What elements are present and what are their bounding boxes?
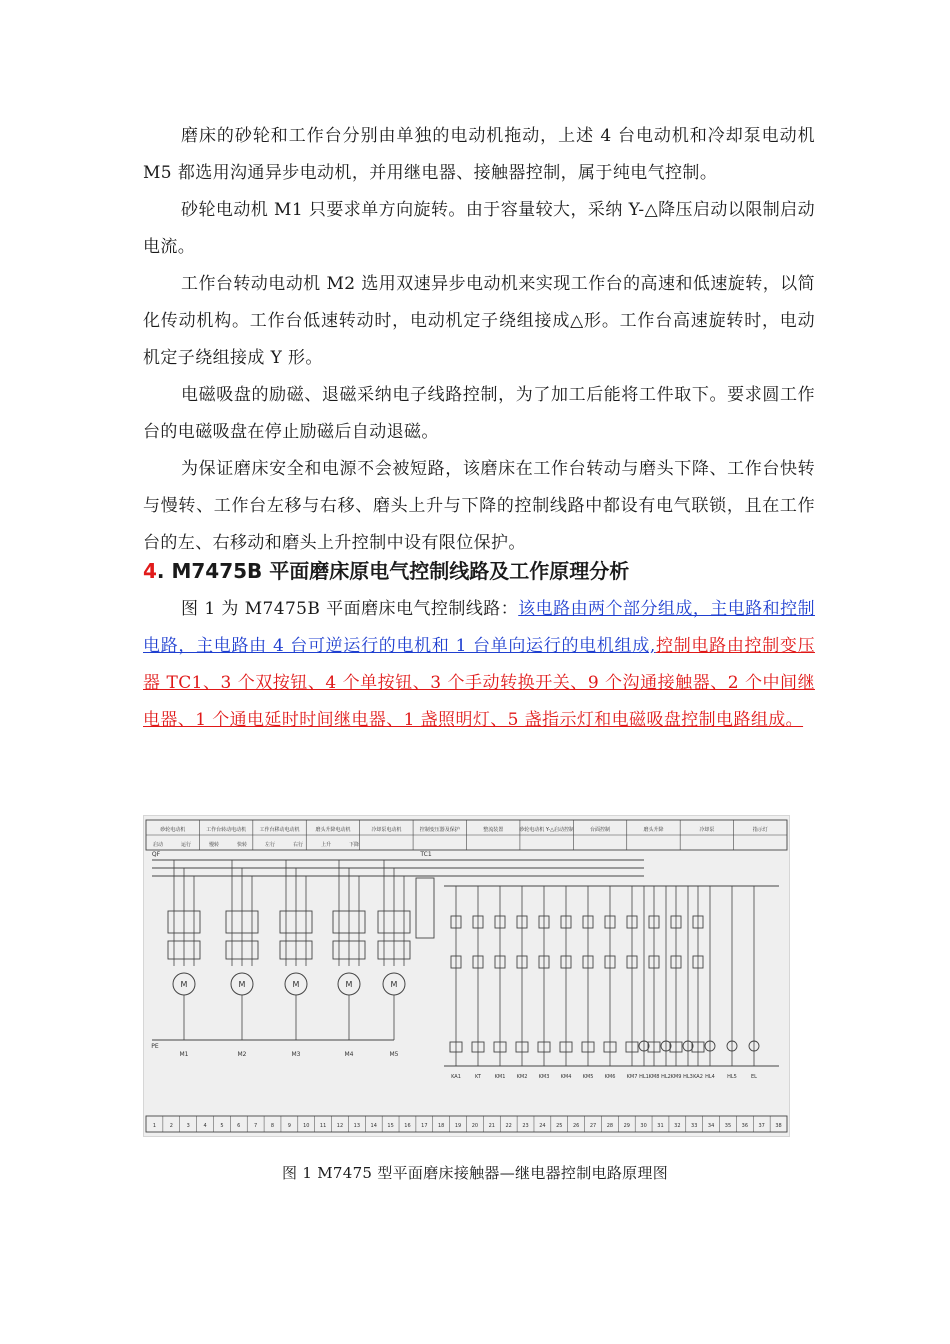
- circuit-diagram-figure: [143, 815, 790, 1137]
- analysis-lead: 图 1 为 M7475B 平面磨床电气控制线路：: [181, 599, 519, 619]
- header-cell-label: 台面控制: [590, 827, 611, 833]
- lamp-label: HL3: [683, 1074, 693, 1080]
- figure-caption: 图 1 M7475 型平面磨床接触器—继电器控制电路原理图: [281, 1164, 669, 1182]
- header-sub-label: 上升: [320, 842, 332, 848]
- motor-label: M2: [237, 1051, 247, 1058]
- column-number: 22: [505, 1123, 512, 1129]
- circuit-diagram: [144, 816, 789, 1136]
- motor-letter: M: [180, 980, 188, 989]
- column-number: 16: [404, 1123, 411, 1129]
- column-number: 6: [237, 1123, 241, 1129]
- column-number: 12: [336, 1123, 344, 1129]
- column-number: 13: [353, 1123, 361, 1129]
- coil-label: KM5: [582, 1074, 594, 1080]
- header-cell-label: 磨头升降电动机: [315, 827, 351, 833]
- coil-label: KM2: [516, 1074, 528, 1080]
- paragraph-chuck: 电磁吸盘的励磁、退磁采纳电子线路控制，为了加工后能将工件取下。要求圆工作台的电磁吸盘在停止励磁后自动退磁。: [143, 385, 815, 442]
- coil-label: KM8: [648, 1074, 660, 1080]
- motor-label: M5: [389, 1051, 399, 1058]
- header-cell-label: 冷却泵电动机: [371, 827, 402, 833]
- analysis-main-circuit: 该电路由两个部分组成，主电路和控制电路，主电路由 4 台可逆运行的电机和 1 台单向运行的电机组成,: [143, 599, 815, 656]
- coil-label: KA1: [451, 1074, 461, 1080]
- pe-label: PE: [151, 1043, 159, 1050]
- column-number: 24: [539, 1123, 546, 1129]
- motor-label: M1: [179, 1051, 189, 1058]
- header-cell-label: 砂轮电动机 Y-△启动控制: [519, 827, 574, 833]
- header-cell-label: 控制变压器及保护: [419, 827, 460, 833]
- column-number: 9: [287, 1123, 291, 1129]
- column-number: 4: [203, 1123, 207, 1129]
- section-title: . M7475B 平面磨床原电气控制线路及工作原理分析: [156, 559, 630, 583]
- lamp-label: HL4: [705, 1074, 715, 1080]
- column-number: 28: [606, 1123, 614, 1129]
- header-cell-label: 工作台移动电动机: [259, 827, 300, 833]
- column-number: 32: [674, 1123, 681, 1129]
- column-number: 19: [454, 1123, 462, 1129]
- column-number: 26: [572, 1123, 580, 1129]
- column-number: 1: [152, 1123, 157, 1129]
- column-number: 34: [707, 1123, 715, 1129]
- column-number: 10: [303, 1123, 310, 1129]
- header-sub-label: 下降: [348, 842, 360, 848]
- motor-letter: M: [390, 980, 398, 989]
- column-number: 20: [471, 1123, 479, 1129]
- paragraph-m1: 砂轮电动机 M1 只要求单方向旋转。由于容量较大，采纳 Y-△降压启动以限制启动电流。: [143, 200, 815, 257]
- header-cell-label: 砂轮电动机: [160, 827, 186, 833]
- coil-label: KT: [475, 1074, 481, 1080]
- header-cell-label: 工作台转动电动机: [206, 827, 247, 833]
- column-number: 38: [775, 1123, 782, 1129]
- motor-label: M4: [344, 1051, 354, 1058]
- column-number: 8: [270, 1123, 275, 1129]
- column-number: 7: [254, 1123, 258, 1129]
- lamp-label: HL1: [639, 1074, 649, 1080]
- coil-label: KM3: [538, 1074, 550, 1080]
- header-cell-label: 磨头升降: [643, 827, 664, 833]
- column-number: 15: [387, 1123, 394, 1129]
- column-number: 17: [421, 1123, 428, 1129]
- coil-label: KM9: [670, 1074, 682, 1080]
- column-number: 37: [758, 1123, 765, 1129]
- header-sub-label: 右行: [292, 842, 304, 848]
- header-sub-label: 左行: [264, 842, 276, 848]
- column-number: 2: [169, 1123, 173, 1129]
- motor-letter: M: [292, 980, 300, 989]
- column-number: 25: [556, 1123, 563, 1129]
- column-number: 3: [186, 1123, 190, 1129]
- column-number: 30: [640, 1123, 647, 1129]
- section-heading: [143, 553, 823, 589]
- motor-label: M3: [291, 1051, 301, 1058]
- coil-label: KM1: [494, 1074, 506, 1080]
- coil-label: KM7: [626, 1074, 638, 1080]
- paragraph-analysis: [143, 591, 815, 739]
- header-sub-label: 运行: [180, 842, 192, 848]
- transformer-label: TC1: [420, 851, 432, 858]
- header-cell-label: 指示灯: [752, 827, 768, 833]
- coil-label: KM4: [560, 1074, 572, 1080]
- paragraph-motors: 磨床的砂轮和工作台分别由单独的电动机拖动，上述 4 台电动机和冷却泵电动机 M5 都选用沟通异步电动机，并用继电器、接触器控制，属于纯电气控制。: [143, 126, 815, 183]
- column-number: 27: [589, 1123, 597, 1129]
- column-number: 36: [741, 1123, 749, 1129]
- column-number: 35: [724, 1123, 732, 1129]
- qf-label: QF: [151, 851, 161, 858]
- section-number: 4: [143, 559, 157, 583]
- lamp-label: HL5: [727, 1074, 737, 1080]
- header-sub-label: 启动: [152, 842, 164, 848]
- header-sub-label: 慢转: [208, 842, 220, 848]
- column-number: 23: [522, 1123, 529, 1129]
- header-cell-label: 冷却泵: [699, 827, 715, 833]
- paragraph-m2: 工作台转动电动机 M2 选用双速异步电动机来实现工作台的高速和低速旋转，以简化传动机构。工作台低速转动时，电动机定子绕组接成△形。工作台高速旋转时，电动机定子绕组接成 Y 形。: [143, 274, 815, 368]
- coil-label: KM6: [604, 1074, 616, 1080]
- header-cell-label: 整流装置: [483, 827, 504, 833]
- control-transformer: [416, 878, 434, 938]
- column-number: 33: [691, 1123, 698, 1129]
- column-number: 21: [488, 1123, 495, 1129]
- analysis-control-circuit: 控制电路由控制变压器 TC1、3 个双按钮、4 个单按钮、3 个手动转换开关、9 个沟通接触器、2 个中间继电器、1 个通电延时时间继电器、1 盏照明灯、5 盏指示灯和电磁吸盘控制电路组成。: [143, 636, 815, 730]
- lamp-label: EL: [751, 1074, 757, 1080]
- column-number: 11: [319, 1123, 327, 1129]
- lamp-label: HL2: [661, 1074, 671, 1080]
- motor-letter: M: [238, 980, 246, 989]
- column-number: 31: [657, 1123, 664, 1129]
- coil-label: KA2: [693, 1074, 703, 1080]
- motor-letter: M: [345, 980, 353, 989]
- column-number: 14: [370, 1123, 377, 1129]
- header-sub-label: 快转: [236, 842, 248, 848]
- column-number: 18: [438, 1123, 445, 1129]
- column-number: 5: [220, 1123, 224, 1129]
- paragraph-interlock: 为保证磨床安全和电源不会被短路，该磨床在工作台转动与磨头下降、工作台快转与慢转、工作台左移与右移、磨头上升与下降的控制线路中都设有电气联锁，且在工作台的左、右移动和磨头上升控制中设有限位保护。: [143, 459, 815, 553]
- column-number: 29: [623, 1123, 630, 1129]
